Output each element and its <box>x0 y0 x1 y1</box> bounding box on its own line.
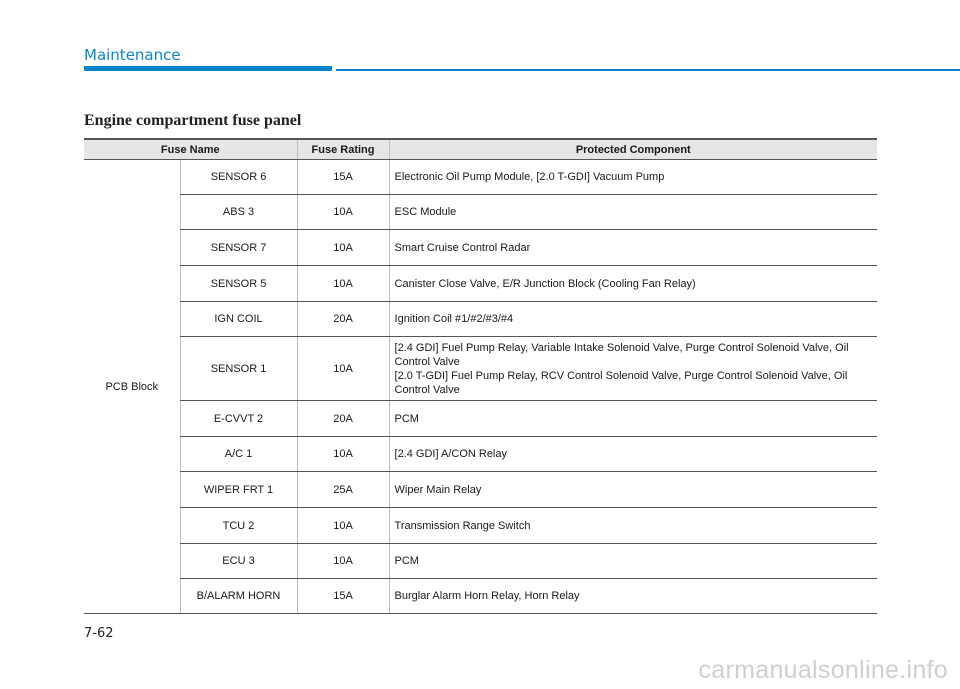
fuse-name-cell: IGN COIL <box>180 302 297 337</box>
fuse-rating-cell: 10A <box>297 337 389 401</box>
protected-component-cell: ESC Module <box>389 195 877 230</box>
table-row <box>84 472 877 508</box>
fuse-rating-cell: 20A <box>297 401 389 437</box>
column-header-protected-component: Protected Component <box>389 139 877 160</box>
fuse-name-cell: SENSOR 6 <box>180 160 297 195</box>
page-number: 7-62 <box>84 626 114 641</box>
table-row <box>84 508 877 544</box>
group-cell-pcb-block: PCB Block <box>84 160 180 614</box>
fuse-name-cell: B/ALARM HORN <box>180 579 297 614</box>
fuse-rating-cell: 10A <box>297 544 389 579</box>
fuse-name-cell: ECU 3 <box>180 544 297 579</box>
page-title: Engine compartment fuse panel <box>84 112 302 129</box>
table-row <box>84 160 877 195</box>
watermark: carmanualsonline.info <box>698 656 948 684</box>
protected-component-cell: Canister Close Valve, E/R Junction Block (Cooling Fan Relay) <box>389 266 877 302</box>
fuse-rating-cell: 15A <box>297 160 389 195</box>
table-row <box>84 401 877 437</box>
protected-component-cell: Burglar Alarm Horn Relay, Horn Relay <box>389 579 877 614</box>
fuse-rating-cell: 10A <box>297 195 389 230</box>
table-row <box>84 544 877 579</box>
protected-component-cell: PCM <box>389 401 877 437</box>
protected-component-cell: Smart Cruise Control Radar <box>389 230 877 266</box>
section-header: Maintenance <box>84 46 181 64</box>
fuse-name-cell: SENSOR 7 <box>180 230 297 266</box>
fuse-rating-cell: 25A <box>297 472 389 508</box>
fuse-name-cell: TCU 2 <box>180 508 297 544</box>
protected-component-cell: Electronic Oil Pump Module, [2.0 T-GDI] Vacuum Pump <box>389 160 877 195</box>
table-row <box>84 230 877 266</box>
column-header-fuse-rating: Fuse Rating <box>297 139 389 160</box>
table-row <box>84 579 877 614</box>
fuse-name-cell: A/C 1 <box>180 437 297 472</box>
fuse-rating-cell: 10A <box>297 437 389 472</box>
fuse-rating-cell: 10A <box>297 230 389 266</box>
fuse-table-body <box>84 160 877 614</box>
table-row <box>84 266 877 302</box>
protected-component-cell: Wiper Main Relay <box>389 472 877 508</box>
column-header-fuse-name: Fuse Name <box>84 139 297 160</box>
protected-component-cell: [2.4 GDI] Fuel Pump Relay, Variable Intake Solenoid Valve, Purge Control Solenoid Valve, Oil Control Valve [2.0 T-GDI] Fuel Pump Relay, RCV Control Solenoid Valve, Purge Control Solenoid Valve, Oil Control Valve <box>389 337 877 401</box>
fuse-rating-cell: 10A <box>297 508 389 544</box>
table-row <box>84 302 877 337</box>
fuse-name-cell: WIPER FRT 1 <box>180 472 297 508</box>
protected-component-cell: [2.4 GDI] A/CON Relay <box>389 437 877 472</box>
fuse-name-cell: E-CVVT 2 <box>180 401 297 437</box>
table-row <box>84 437 877 472</box>
protected-component-cell: Transmission Range Switch <box>389 508 877 544</box>
protected-component-cell: Ignition Coil #1/#2/#3/#4 <box>389 302 877 337</box>
fuse-name-cell: SENSOR 1 <box>180 337 297 401</box>
fuse-rating-cell: 10A <box>297 266 389 302</box>
fuse-table <box>84 138 877 614</box>
header-rule-accent <box>84 66 332 71</box>
protected-component-cell: PCM <box>389 544 877 579</box>
table-row <box>84 195 877 230</box>
header-rule <box>336 69 960 71</box>
fuse-name-cell: ABS 3 <box>180 195 297 230</box>
fuse-name-cell: SENSOR 5 <box>180 266 297 302</box>
fuse-rating-cell: 20A <box>297 302 389 337</box>
table-row <box>84 337 877 401</box>
fuse-rating-cell: 15A <box>297 579 389 614</box>
table-header-row <box>84 139 877 160</box>
